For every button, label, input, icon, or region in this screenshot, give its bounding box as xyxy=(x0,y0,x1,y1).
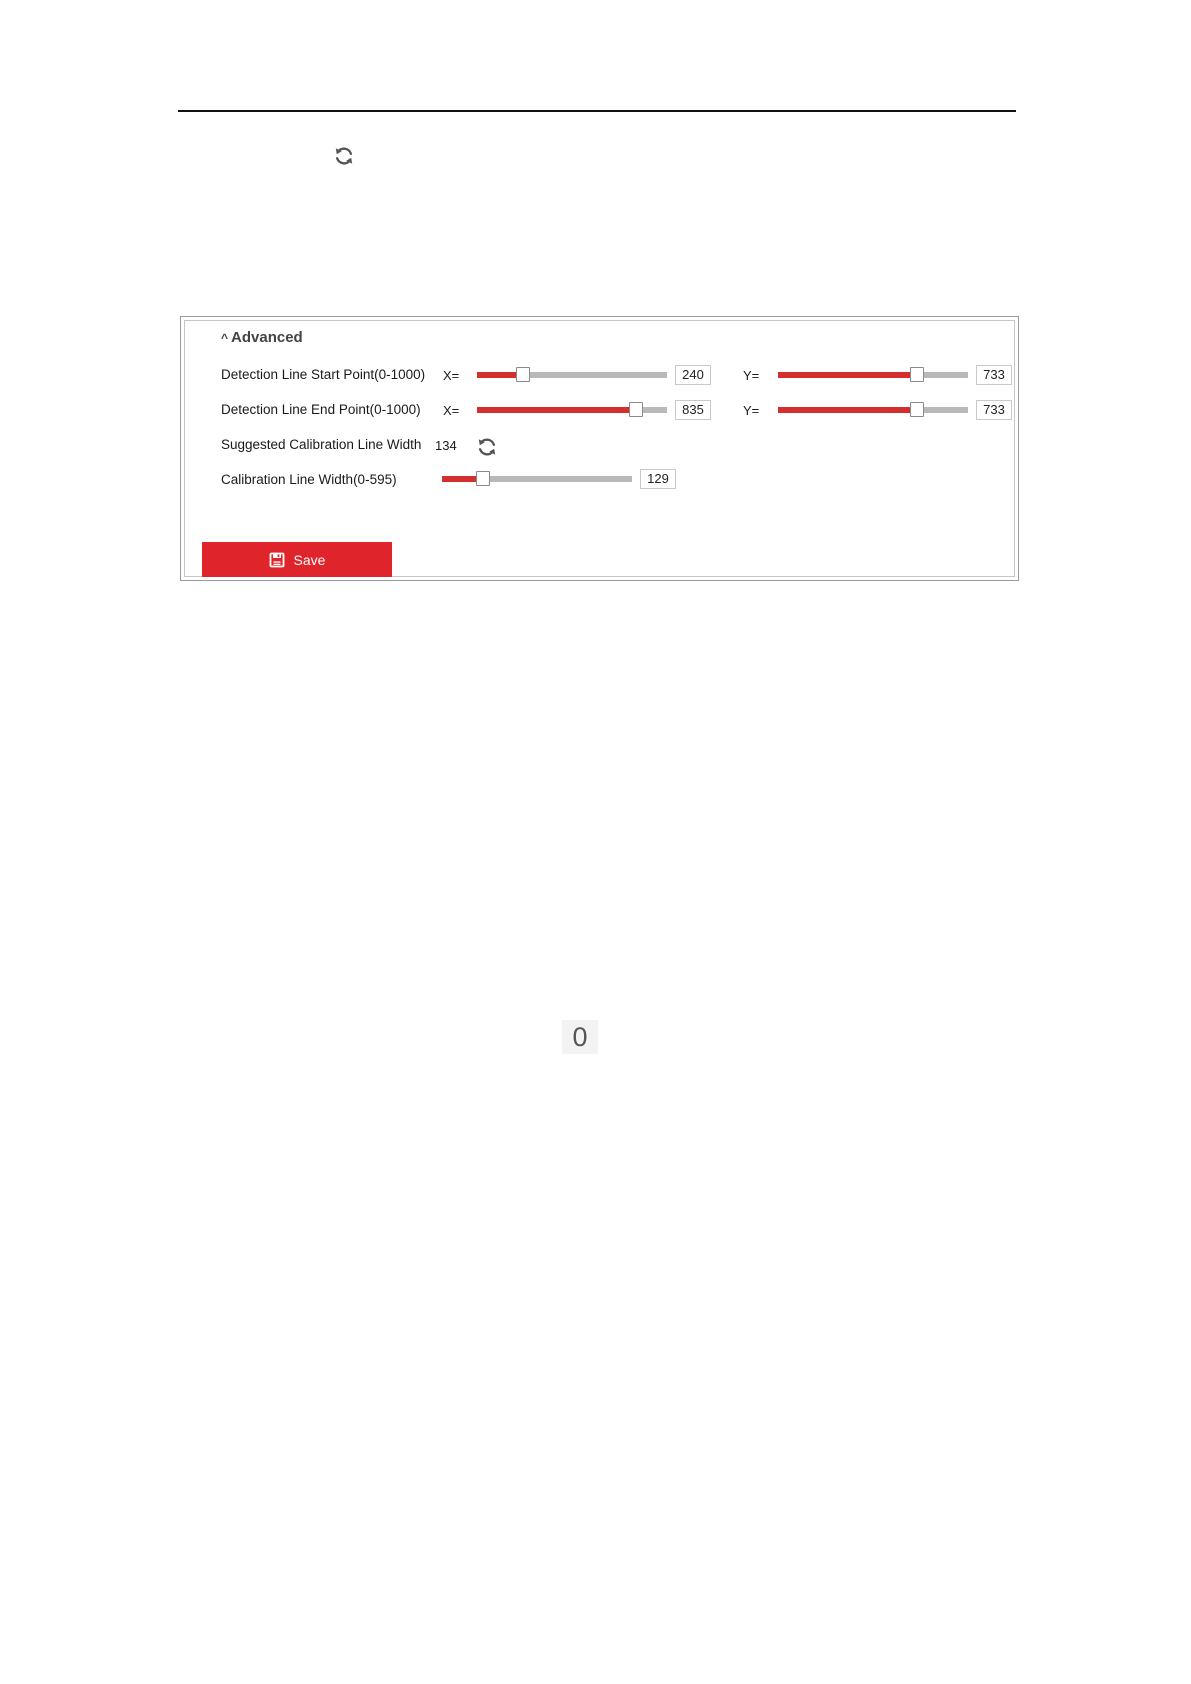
start-point-label: Detection Line Start Point(0-1000) xyxy=(221,367,426,382)
refresh-icon[interactable] xyxy=(333,145,355,167)
slider-fill xyxy=(477,407,636,413)
save-icon xyxy=(269,552,285,568)
start-y-label: Y= xyxy=(743,368,760,383)
slider-handle[interactable] xyxy=(910,367,924,382)
advanced-title: Advanced xyxy=(231,329,303,346)
calibration-width-slider[interactable] xyxy=(442,471,632,487)
suggested-width-label: Suggested Calibration Line Width xyxy=(221,437,422,452)
slider-fill xyxy=(778,372,917,378)
slider-handle[interactable] xyxy=(910,402,924,417)
chevron-up-icon: ^ xyxy=(221,330,229,345)
start-y-input[interactable]: 733 xyxy=(976,365,1012,385)
save-label: Save xyxy=(293,551,326,568)
advanced-toggle[interactable] xyxy=(221,329,303,346)
slider-handle[interactable] xyxy=(629,402,643,417)
start-x-input[interactable]: 240 xyxy=(675,365,711,385)
end-x-label: X= xyxy=(443,403,460,418)
end-x-slider[interactable] xyxy=(477,402,667,418)
start-x-slider[interactable] xyxy=(477,367,667,383)
end-y-label: Y= xyxy=(743,403,760,418)
calibration-width-input[interactable]: 129 xyxy=(640,469,676,489)
save-button[interactable] xyxy=(202,542,392,577)
slider-handle[interactable] xyxy=(476,471,490,486)
end-y-input[interactable]: 733 xyxy=(976,400,1012,420)
end-point-label: Detection Line End Point(0-1000) xyxy=(221,402,421,417)
start-x-label: X= xyxy=(443,368,460,383)
slider-handle[interactable] xyxy=(516,367,530,382)
end-x-input[interactable]: 835 xyxy=(675,400,711,420)
calibration-width-label: Calibration Line Width(0-595) xyxy=(221,472,397,487)
advanced-panel-inner xyxy=(184,320,1015,577)
refresh-icon[interactable] xyxy=(476,436,498,458)
suggested-width-value: 134 xyxy=(435,438,457,453)
page-number: 0 xyxy=(562,1020,598,1054)
advanced-panel xyxy=(180,316,1019,581)
header-rule xyxy=(178,110,1016,112)
slider-fill xyxy=(778,407,917,413)
end-y-slider[interactable] xyxy=(778,402,968,418)
start-y-slider[interactable] xyxy=(778,367,968,383)
